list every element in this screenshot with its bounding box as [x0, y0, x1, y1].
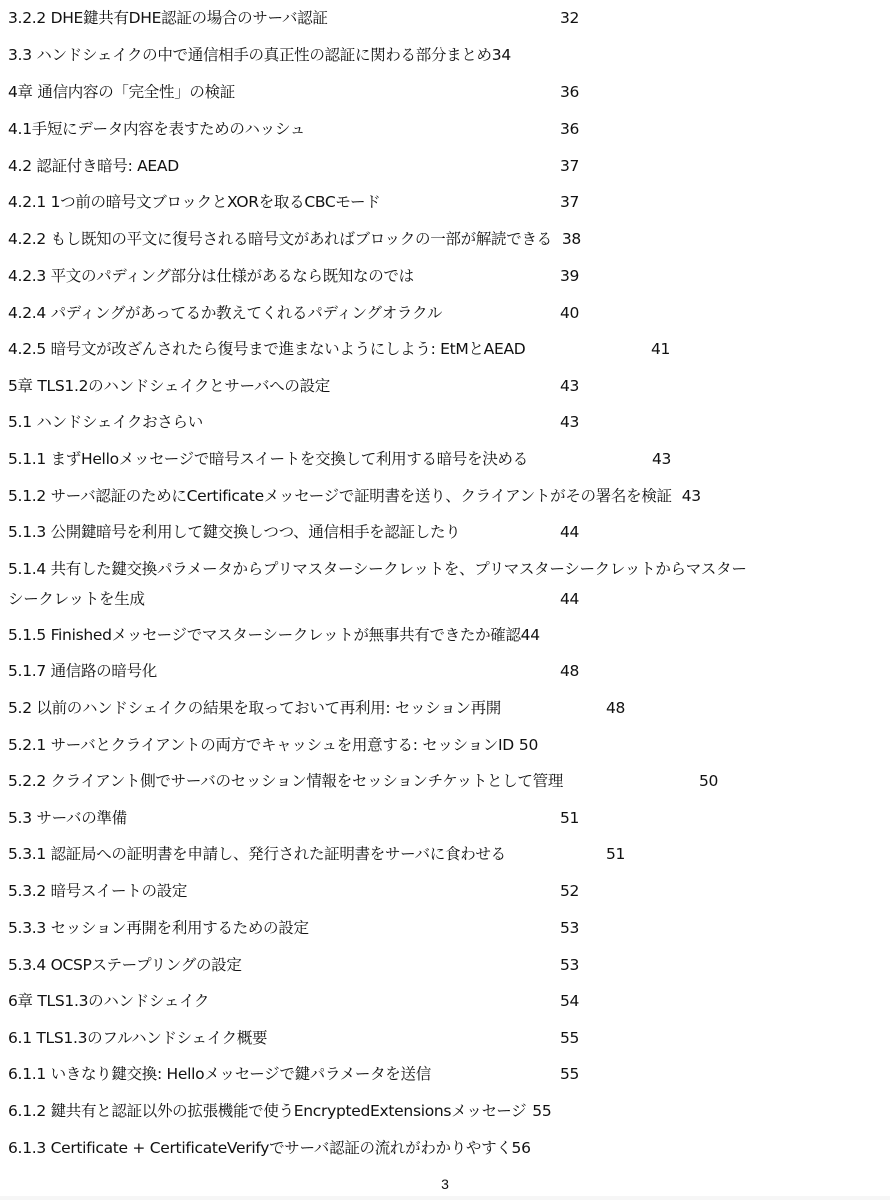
toc-entry[interactable] [8, 913, 883, 943]
toc-entry-page: 48 [606, 699, 626, 717]
toc-entry-title: 5.2 以前のハンドシェイクの結果を取っておいて再利用: セッション再開 [8, 699, 501, 717]
toc-entry-page: 44 [560, 523, 580, 541]
toc-entry-page: 39 [560, 267, 580, 285]
toc-entry-title: 5.1.1 まずHelloメッセージで暗号スイートを交換して利用する暗号を決める [8, 450, 528, 468]
toc-entry-title: 5.3 サーバの準備 [8, 809, 127, 827]
toc-entry-page: 52 [560, 882, 580, 900]
toc-entry-title-line2: シークレットを生成 [8, 590, 145, 608]
toc-entry[interactable] [8, 620, 883, 650]
toc-entry[interactable] [8, 950, 883, 980]
toc-entry[interactable] [8, 371, 883, 401]
toc-entry-title: 4.2.2 もし既知の平文に復号される暗号文があればブロックの一部が解読できる [8, 230, 552, 248]
toc-entry-title: 4.2 認証付き暗号: AEAD [8, 157, 179, 175]
toc-entry-page: 56 [511, 1139, 531, 1157]
toc-entry[interactable] [8, 298, 883, 328]
toc-entry-page: 48 [560, 662, 580, 680]
toc-entry-title: 5.1.7 通信路の暗号化 [8, 662, 157, 680]
toc-entry-title: 4.2.3 平文のパディング部分は仕様があるなら既知なのでは [8, 267, 414, 285]
toc-entry[interactable] [8, 77, 883, 107]
toc-entry[interactable] [8, 407, 883, 437]
toc-entry-title: 5.3.4 OCSPステープリングの設定 [8, 956, 242, 974]
toc-entry[interactable] [8, 1133, 883, 1163]
toc-entry-title: 5.2.2 クライアント側でサーバのセッション情報をセッションチケットとして管理 [8, 772, 564, 790]
toc-entry-title: 6章 TLS1.3のハンドシェイク [8, 992, 210, 1010]
toc-entry-page: 53 [560, 956, 580, 974]
toc-entry[interactable] [8, 334, 883, 364]
toc-entry-page: 43 [560, 413, 580, 431]
toc-entry-title: 5.2.1 サーバとクライアントの両方でキャッシュを用意する: セッションID [8, 736, 514, 754]
toc-entry-title: 5.3.2 暗号スイートの設定 [8, 882, 188, 900]
toc-entry-title: 6.1.1 いきなり鍵交換: Helloメッセージで鍵パラメータを送信 [8, 1065, 431, 1083]
toc-entry[interactable] [8, 1096, 883, 1126]
toc-entry[interactable] [8, 40, 883, 70]
toc-entry-page: 55 [560, 1029, 580, 1047]
toc-entry-title: 4.1手短にデータ内容を表すためのハッシュ [8, 120, 306, 138]
toc-entry-page: 38 [561, 230, 581, 248]
toc-entry-page: 43 [652, 450, 672, 468]
toc-entry-page: 51 [606, 845, 626, 863]
toc-entry-page: 37 [560, 157, 580, 175]
toc-entry[interactable] [8, 766, 883, 796]
toc-entry-title: 5.1.4 共有した鍵交換パラメータからプリマスターシークレットを、プリマスターシークレットからマスター [8, 560, 747, 578]
toc-entry-page: 50 [518, 736, 539, 754]
toc-entry-title: 4.2.1 1つ前の暗号文ブロックとXORを取るCBCモード [8, 193, 381, 211]
toc-entry-title: 5.1.2 サーバ認証のためにCertificateメッセージで証明書を送り、クライアントがその署名を検証 [8, 487, 672, 505]
toc-entry-page: 36 [560, 83, 580, 101]
toc-entry[interactable] [8, 693, 883, 723]
toc-entry[interactable] [8, 839, 883, 869]
toc-entry-title: 5.1 ハンドシェイクおさらい [8, 413, 203, 431]
toc-entry-page: 55 [560, 1065, 580, 1083]
toc-entry-page: 43 [681, 487, 701, 505]
toc-entry-title: 5章 TLS1.2のハンドシェイクとサーバへの設定 [8, 377, 330, 395]
toc-entry-page: 37 [560, 193, 580, 211]
toc-entry-title-continued [8, 584, 883, 614]
toc-entry-page: 32 [560, 9, 580, 27]
toc-entry[interactable] [8, 3, 883, 33]
toc-entry[interactable] [8, 114, 883, 144]
toc-entry-page: 55 [532, 1102, 552, 1120]
toc-entry[interactable] [8, 1023, 883, 1053]
page-bottom-edge [0, 1196, 890, 1200]
toc-entry-title: 5.3.1 認証局への証明書を申請し、発行された証明書をサーバに食わせる [8, 845, 506, 863]
toc-entry-page: 51 [560, 809, 580, 827]
toc-entry-title: 3.3 ハンドシェイクの中で通信相手の真正性の認証に関わる部分まとめ [8, 46, 492, 64]
toc-entry[interactable] [8, 876, 883, 906]
toc-entry[interactable] [8, 656, 883, 686]
toc-entry[interactable] [8, 224, 883, 254]
toc-entry-title: 5.1.5 Finishedメッセージでマスターシークレットが無事共有できたか確認 [8, 626, 521, 644]
toc-entry[interactable] [8, 187, 883, 217]
toc-entry-page: 41 [651, 340, 671, 358]
page-number: 3 [441, 1176, 449, 1192]
toc-entry-title: 4章 通信内容の「完全性」の検証 [8, 83, 235, 101]
toc-entry[interactable] [8, 481, 883, 511]
toc-entry[interactable] [8, 803, 883, 833]
toc-entry[interactable] [8, 986, 883, 1016]
toc-entry-page: 40 [560, 304, 580, 322]
toc-entry-page: 43 [560, 377, 580, 395]
toc-entry-title: 6.1.3 Certificate + CertificateVerifyでサーバ認証の流れがわかりやすく [8, 1139, 512, 1157]
toc-entry-title: 4.2.4 パディングがあってるか教えてくれるパディングオラクル [8, 304, 443, 322]
toc-entry-page: 44 [560, 590, 580, 608]
toc-entry[interactable] [8, 151, 883, 181]
toc-entry-title: 6.1 TLS1.3のフルハンドシェイク概要 [8, 1029, 268, 1047]
toc-entry-page: 34 [491, 46, 511, 64]
toc-entry-page: 44 [520, 626, 540, 644]
toc-entry-page: 54 [560, 992, 580, 1010]
toc-entry[interactable] [8, 554, 883, 614]
toc-entry-title: 6.1.2 鍵共有と認証以外の拡張機能で使うEncryptedExtensionsメッセージ [8, 1102, 527, 1120]
toc-entry[interactable] [8, 730, 883, 760]
toc-entry-title: 5.3.3 セッション再開を利用するための設定 [8, 919, 309, 937]
toc-entry-title: 3.2.2 DHE鍵共有DHE認証の場合のサーバ認証 [8, 9, 328, 27]
toc-entry[interactable] [8, 517, 883, 547]
toc-entry[interactable] [8, 1059, 883, 1089]
toc-entry-title: 4.2.5 暗号文が改ざんされたら復号まで進まないようにしよう: EtMとAEAD [8, 340, 526, 358]
toc-entry-page: 50 [699, 772, 719, 790]
toc-entry-title: 5.1.3 公開鍵暗号を利用して鍵交換しつつ、通信相手を認証したり [8, 523, 461, 541]
toc-entry-page: 53 [560, 919, 580, 937]
toc-entry-page: 36 [560, 120, 580, 138]
toc-entry[interactable] [8, 444, 883, 474]
toc-entry[interactable] [8, 261, 883, 291]
